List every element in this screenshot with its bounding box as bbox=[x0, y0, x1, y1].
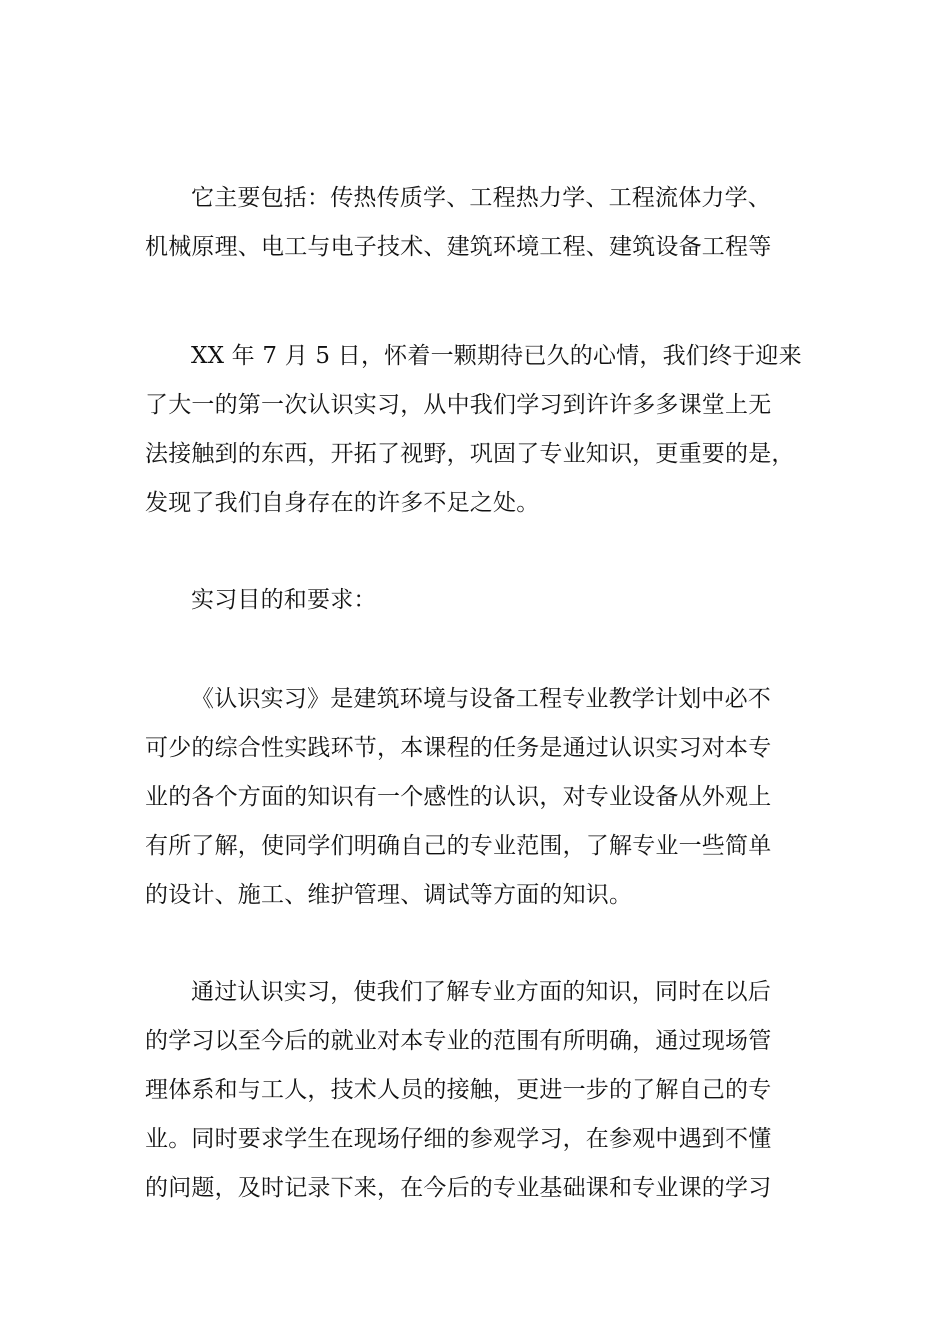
paragraph-internship-goals bbox=[145, 968, 825, 1213]
paragraph-internship-intro bbox=[145, 332, 825, 528]
text-line: 理体系和与工人，技术人员的接触，更进一步的了解自己的专 bbox=[145, 1077, 772, 1103]
text-line: 了大一的第一次认识实习，从中我们学习到许许多多课堂上无 bbox=[145, 392, 772, 418]
text-line: 业的各个方面的知识有一个感性的认识，对专业设备从外观上 bbox=[145, 784, 772, 810]
paragraph-course-description bbox=[145, 675, 825, 920]
text-line: 通过认识实习，使我们了解专业方面的知识，同时在以后 bbox=[191, 979, 771, 1005]
text-line: 的设计、施工、维护管理、调试等方面的知识。 bbox=[145, 882, 633, 908]
text-line: 业。同时要求学生在现场仔细的参观学习，在参观中遇到不懂 bbox=[145, 1126, 772, 1152]
text-line: 可少的综合性实践环节，本课程的任务是通过认识实习对本专 bbox=[145, 735, 772, 761]
section-heading-purpose bbox=[145, 576, 825, 625]
text-line: 的学习以至今后的就业对本专业的范围有所明确，通过现场管 bbox=[145, 1028, 772, 1054]
text-line: XX 年 7 月 5 日，怀着一颗期待已久的心情，我们终于迎来 bbox=[191, 343, 802, 369]
text-line: 机械原理、电工与电子技术、建筑环境工程、建筑设备工程等 bbox=[145, 234, 772, 260]
text-line: 它主要包括：传热传质学、工程热力学、工程流体力学、 bbox=[191, 185, 771, 211]
text-line: 的问题，及时记录下来，在今后的专业基础课和专业课的学习 bbox=[145, 1175, 772, 1201]
paragraph-course-list bbox=[145, 174, 825, 272]
text-line: 发现了我们自身存在的许多不足之处。 bbox=[145, 490, 540, 516]
text-line: 有所了解，使同学们明确自己的专业范围，了解专业一些简单 bbox=[145, 833, 772, 859]
text-line: 实习目的和要求： bbox=[191, 587, 377, 613]
text-line: 《认识实习》是建筑环境与设备工程专业教学计划中必不 bbox=[191, 686, 771, 712]
text-line: 法接触到的东西，开拓了视野，巩固了专业知识，更重要的是， bbox=[145, 441, 795, 467]
